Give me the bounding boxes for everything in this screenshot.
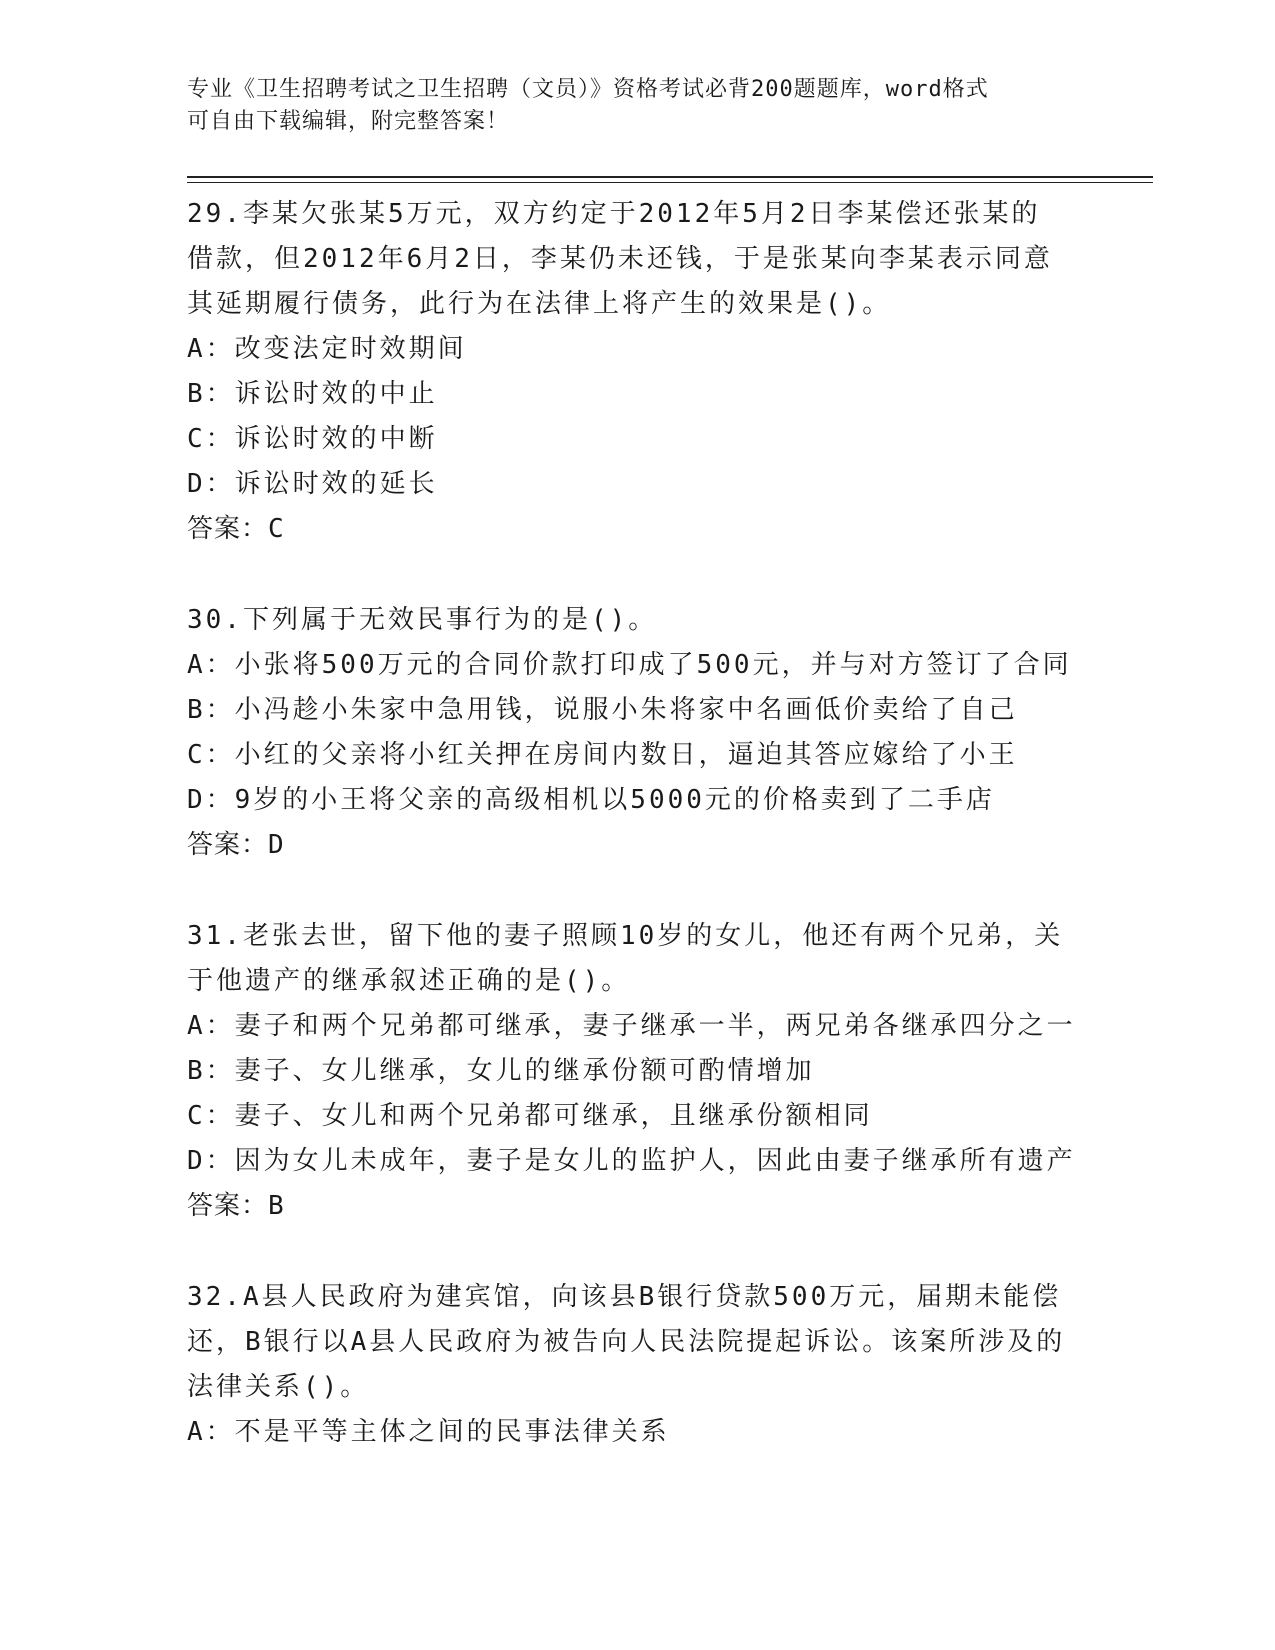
question-stem-line: 于他遗产的继承叙述正确的是()。 <box>187 966 631 996</box>
header-line-1: 专业《卫生招聘考试之卫生招聘（文员）》资格考试必背200题题库，word格式 <box>187 77 989 102</box>
option-line: A：妻子和两个兄弟都可继承，妻子继承一半，两兄弟各继承四分之一 <box>187 1011 1076 1041</box>
question-stem-line: 29.李某欠张某5万元，双方约定于2012年5月2日李某偿还张某的 <box>187 199 1041 229</box>
question-block <box>187 914 1087 1229</box>
option-line: C：小红的父亲将小红关押在房间内数日，逼迫其答应嫁给了小王 <box>187 740 1018 770</box>
question-list <box>187 192 1087 1501</box>
option-line: D：9岁的小王将父亲的高级相机以5000元的价格卖到了二手店 <box>187 785 995 815</box>
question-stem-line: 其延期履行债务，此行为在法律上将产生的效果是()。 <box>187 289 892 319</box>
answer-line: 答案：C <box>187 514 285 544</box>
question-stem-line: 31.老张去世，留下他的妻子照顾10岁的女儿，他还有两个兄弟，关 <box>187 921 1064 951</box>
option-line: A：改变法定时效期间 <box>187 334 467 364</box>
option-line: D：诉讼时效的延长 <box>187 469 438 499</box>
option-line: A：不是平等主体之间的民事法律关系 <box>187 1417 670 1447</box>
header-divider-thin <box>187 182 1153 183</box>
option-line: B：诉讼时效的中止 <box>187 379 438 409</box>
question-stem-line: 法律关系()。 <box>187 1372 370 1402</box>
question-stem-line: 30.下列属于无效民事行为的是()。 <box>187 605 658 635</box>
question-block <box>187 1275 1087 1455</box>
option-line: B：小冯趁小朱家中急用钱，说服小朱将家中名画低价卖给了自己 <box>187 695 1018 725</box>
option-line: A：小张将500万元的合同价款打印成了500元，并与对方签订了合同 <box>187 650 1072 680</box>
question-stem-line: 还，B银行以A县人民政府为被告向人民法院提起诉讼。该案所涉及的 <box>187 1327 1066 1357</box>
option-line: C：妻子、女儿和两个兄弟都可继承，且继承份额相同 <box>187 1101 873 1131</box>
question-stem-line: 借款，但2012年6月2日，李某仍未还钱，于是张某向李某表示同意 <box>187 244 1053 274</box>
question-block <box>187 192 1087 552</box>
option-line: B：妻子、女儿继承，女儿的继承份额可酌情增加 <box>187 1056 815 1086</box>
document-header <box>187 74 1087 138</box>
header-line-2: 可自由下载编辑，附完整答案！ <box>187 109 510 134</box>
option-line: C：诉讼时效的中断 <box>187 424 438 454</box>
option-line: D：因为女儿未成年，妻子是女儿的监护人，因此由妻子继承所有遗产 <box>187 1146 1076 1176</box>
answer-line: 答案：B <box>187 1191 285 1221</box>
answer-line: 答案：D <box>187 830 285 860</box>
header-divider-thick <box>187 176 1153 178</box>
question-block <box>187 598 1087 868</box>
question-stem-line: 32.A县人民政府为建宾馆，向该县B银行贷款500万元，届期未能偿 <box>187 1282 1062 1312</box>
